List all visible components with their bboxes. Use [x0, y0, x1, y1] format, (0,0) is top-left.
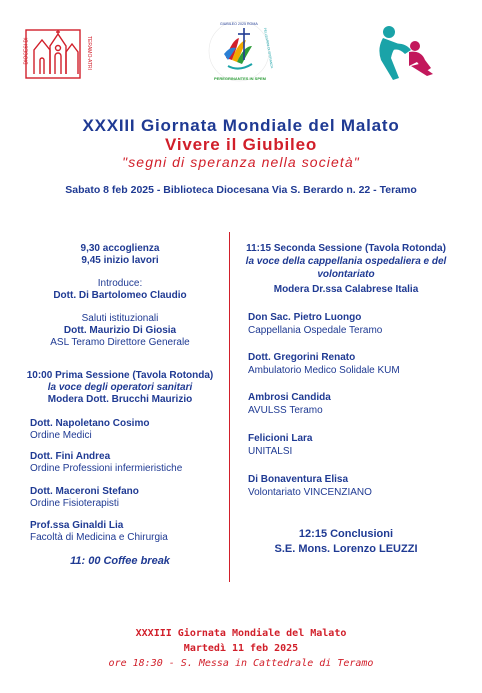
footer-date: Martedì 11 feb 2025 [183, 643, 299, 654]
diocese-logo-text-left: DIOCESI DI [23, 37, 30, 65]
speaker-role: Volontariato VINCENZIANO [248, 487, 372, 498]
page-subtitle: Vivere il Giubileo [164, 135, 318, 154]
session2-theme-line2: volontariato [317, 269, 375, 280]
footer-mass: ore 18:30 - S. Messa in Cattedrale di Teramo [108, 658, 374, 669]
intro-name: Dott. Di Bartolomeo Claudio [53, 290, 187, 301]
footer-title: XXXIII Giornata Mondiale del Malato [135, 628, 347, 639]
speaker-role: UNITALSI [248, 446, 293, 457]
start-time: 9,45 inizio lavori [81, 255, 159, 266]
speaker-name: Dott. Napoletano Cosimo [30, 418, 150, 429]
conclusions-title: 12:15 Conclusioni [298, 528, 394, 540]
speaker-name: Prof.ssa Ginaldi Lia [30, 520, 124, 531]
speaker-role: Ordine Fisioterapisti [30, 498, 119, 509]
session1-title: 10:00 Prima Sessione (Tavola Rotonda) [26, 370, 214, 381]
speaker-name: Di Bonaventura Elisa [248, 474, 349, 485]
jubilee-arc-bottom: PEREGRINANTES IN SPEM [214, 76, 267, 81]
session1-moderator: Modera Dott. Brucchi Maurizio [47, 394, 193, 405]
greetings-name: Dott. Maurizio Di Giosia [63, 325, 177, 336]
speaker-role: Facoltà di Medicina e Chirurgia [30, 532, 168, 543]
speaker-role: Ordine Medici [30, 430, 92, 441]
coffee-break: 11: 00 Coffee break [70, 555, 170, 567]
right-column [236, 0, 456, 693]
jubilee-arc-side: PELLEGRINI DI SPERANZA [262, 27, 274, 69]
conclusions-name: S.E. Mons. Lorenzo LEUZZI [274, 543, 418, 555]
event-dateline: Sabato 8 feb 2025 - Biblioteca Diocesana Via S. Berardo n. 22 - Teramo [65, 184, 417, 196]
column-divider [229, 232, 230, 582]
session1-theme: la voce degli operatori sanitari [47, 382, 193, 393]
speaker-name: Dott. Gregorini Renato [248, 352, 356, 363]
speaker-name: Felicioni Lara [248, 433, 313, 444]
jubilee-arc-top: GIUBILEO 2025 ROMA [220, 22, 258, 26]
speaker-role: Ambulatorio Medico Solidale KUM [248, 365, 400, 376]
page-motto: "segni di speranza nella società" [122, 154, 360, 170]
greetings-role: ASL Teramo Direttore Generale [50, 337, 190, 348]
speaker-role: Ordine Professioni infermieristiche [30, 463, 183, 474]
speaker-name: Don Sac. Pietro Luongo [248, 312, 362, 323]
speaker-role: Cappellania Ospedale Teramo [248, 325, 383, 336]
welcome-time: 9,30 accoglienza [80, 243, 160, 254]
speaker-name: Dott. Maceroni Stefano [30, 486, 139, 497]
diocese-logo-text-right: TERAMO-ATRI [86, 35, 93, 71]
left-column [20, 0, 220, 693]
session2-moderator: Modera Dr.ssa Calabrese Italia [273, 284, 419, 295]
session2-theme-line1: la voce della cappellania ospedaliera e del [245, 256, 447, 267]
greetings-label: Saluti istituzionali [81, 313, 159, 324]
speaker-name: Ambrosi Candida [248, 392, 331, 403]
intro-label: Introduce: [97, 278, 143, 289]
page-title: XXXIII Giornata Mondiale del Malato [82, 116, 400, 135]
speaker-name: Dott. Fini Andrea [30, 451, 111, 462]
session2-title: 11:15 Seconda Sessione (Tavola Rotonda) [246, 243, 446, 254]
speaker-role: AVULSS Teramo [248, 405, 323, 416]
